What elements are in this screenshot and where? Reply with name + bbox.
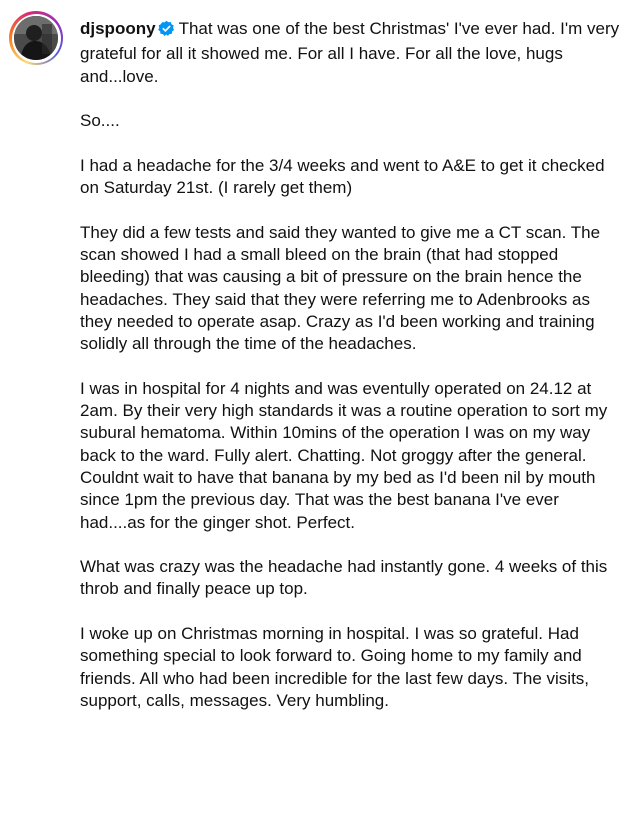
caption-paragraph: I was in hospital for 4 nights and was eventully operated on 24.12 at 2am. By their very high standards it was a routine operation to sort my subural hematoma. Within 10mins of the operation I was on my way back to the ward. Fully alert. Chatting. Not groggy after the general. Couldnt wait to have that banana by my bed as I'd been nil by mouth since 1pm the previous day. That was the best banana I've ever had....as for the ginger shot. Perfect. <box>80 378 608 532</box>
post-caption <box>80 18 620 735</box>
caption-paragraph: So.... <box>80 111 120 131</box>
caption-paragraph: What was crazy was the headache had instantly gone. 4 weeks of this throb and finally peace up top. <box>80 557 608 599</box>
caption-paragraph: They did a few tests and said they wanted to give me a CT scan. The scan showed I had a small bleed on the brain (that had stopped bleeding) that was causing a bit of pressure on the brain hence the headaches. They said that they were referring me to Adenbrooks as they needed to operate asap. Crazy as I'd been working and training solidly all through the time of the headaches. <box>80 222 601 354</box>
avatar-story-ring[interactable] <box>9 11 63 65</box>
verified-badge-icon <box>158 20 175 43</box>
caption-paragraph: I woke up on Christmas morning in hospital. I was so grateful. Had something special to look forward to. Going home to my family and friends. All who had been incredible for the last few days. The visits, support, calls, messages. Very humbling. <box>80 624 590 710</box>
avatar[interactable] <box>14 16 58 60</box>
caption-first-line: That was one of the best Christmas' I've ever had. I'm very grateful for all it showed me. For all I have. For all the love, hugs and...love. <box>80 19 620 86</box>
username-link[interactable]: djspoony <box>80 19 156 38</box>
profile-photo-icon <box>14 16 58 60</box>
caption-first-paragraph <box>80 18 620 88</box>
caption-paragraph: I had a headache for the 3/4 weeks and went to A&E to get it checked on Saturday 21st. (I rarely get them) <box>80 155 605 198</box>
